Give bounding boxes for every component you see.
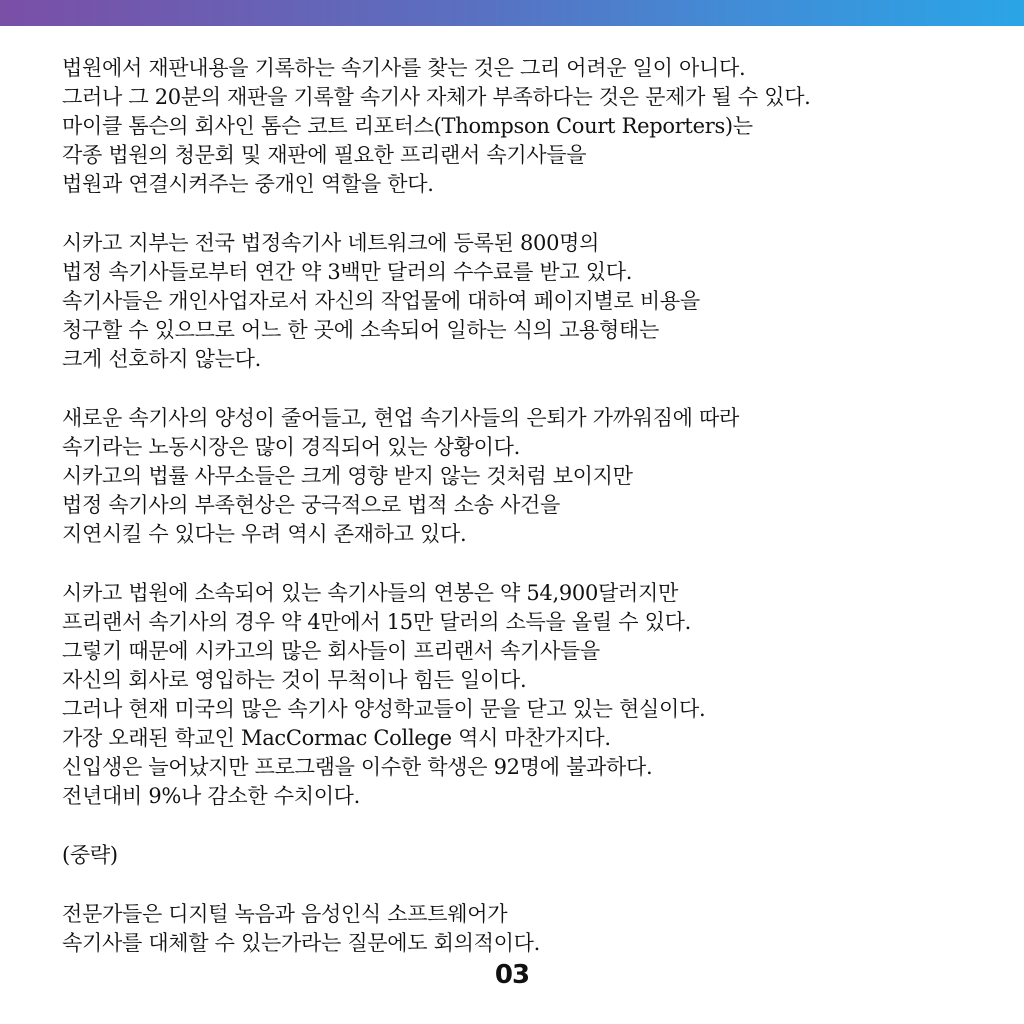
text-line: 청구할 수 있으므로 어느 한 곳에 소속되어 일하는 식의 고용형태는 — [62, 318, 659, 342]
paragraph-1 — [62, 54, 962, 199]
text-line: 속기라는 노동시장은 많이 경직되어 있는 상황이다. — [62, 435, 520, 459]
text-line: 지연시킬 수 있다는 우려 역시 존재하고 있다. — [62, 522, 467, 546]
text-line: 크게 선호하지 않는다. — [62, 347, 261, 371]
paragraph-4 — [62, 579, 962, 811]
text-line: 가장 오래된 학교인 MacCormac College 역시 마찬가지다. — [62, 726, 611, 750]
text-line: 그러나 현재 미국의 많은 속기사 양성학교들이 문을 닫고 있는 현실이다. — [62, 697, 706, 721]
text-line: 마이클 톰슨의 회사인 톰슨 코트 리포터스(Thompson Court Reporters)는 — [62, 114, 753, 138]
text-line: 신입생은 늘어났지만 프로그램을 이수한 학생은 92명에 불과하다. — [62, 755, 653, 779]
paragraph-6 — [62, 900, 962, 958]
text-line: 각종 법원의 청문회 및 재판에 필요한 프리랜서 속기사들을 — [62, 143, 587, 167]
text-line: 속기사들은 개인사업자로서 자신의 작업물에 대하여 페이지별로 비용을 — [62, 289, 700, 313]
text-line: 전년대비 9%나 감소한 수치이다. — [62, 784, 361, 808]
text-line: 시카고 지부는 전국 법정속기사 네트워크에 등록된 800명의 — [62, 231, 600, 255]
text-line: 자신의 회사로 영입하는 것이 무척이나 힘든 일이다. — [62, 668, 527, 692]
top-gradient-bar — [0, 0, 1024, 26]
paragraph-omission — [62, 841, 962, 870]
text-line: (중략) — [62, 843, 118, 867]
text-line: 속기사를 대체할 수 있는가라는 질문에도 회의적이다. — [62, 931, 540, 955]
text-line: 전문가들은 디지털 녹음과 음성인식 소프트웨어가 — [62, 902, 508, 926]
paragraph-2 — [62, 229, 962, 374]
text-line: 프리랜서 속기사의 경우 약 4만에서 15만 달러의 소득을 올릴 수 있다. — [62, 610, 691, 634]
text-line: 법정 속기사들로부터 연간 약 3백만 달러의 수수료를 받고 있다. — [62, 260, 633, 284]
article-body — [62, 54, 962, 988]
text-line: 법원과 연결시켜주는 중개인 역할을 한다. — [62, 172, 434, 196]
text-line: 그렇기 때문에 시카고의 많은 회사들이 프리랜서 속기사들을 — [62, 639, 600, 663]
text-line: 새로운 속기사의 양성이 줄어들고, 현업 속기사들의 은퇴가 가까워짐에 따라 — [62, 406, 739, 430]
paragraph-3 — [62, 404, 962, 549]
text-line: 시카고 법원에 소속되어 있는 속기사들의 연봉은 약 54,900달러지만 — [62, 581, 678, 605]
text-line: 법원에서 재판내용을 기록하는 속기사를 찾는 것은 그리 어려운 일이 아니다. — [62, 56, 746, 80]
text-line: 법정 속기사의 부족현상은 궁극적으로 법적 소송 사건을 — [62, 493, 560, 517]
text-line: 시카고의 법률 사무소들은 크게 영향 받지 않는 것처럼 보이지만 — [62, 464, 633, 488]
text-line: 그러나 그 20분의 재판을 기록할 속기사 자체가 부족하다는 것은 문제가 될 수 있다. — [62, 85, 811, 109]
page-number: 03 — [494, 960, 530, 990]
